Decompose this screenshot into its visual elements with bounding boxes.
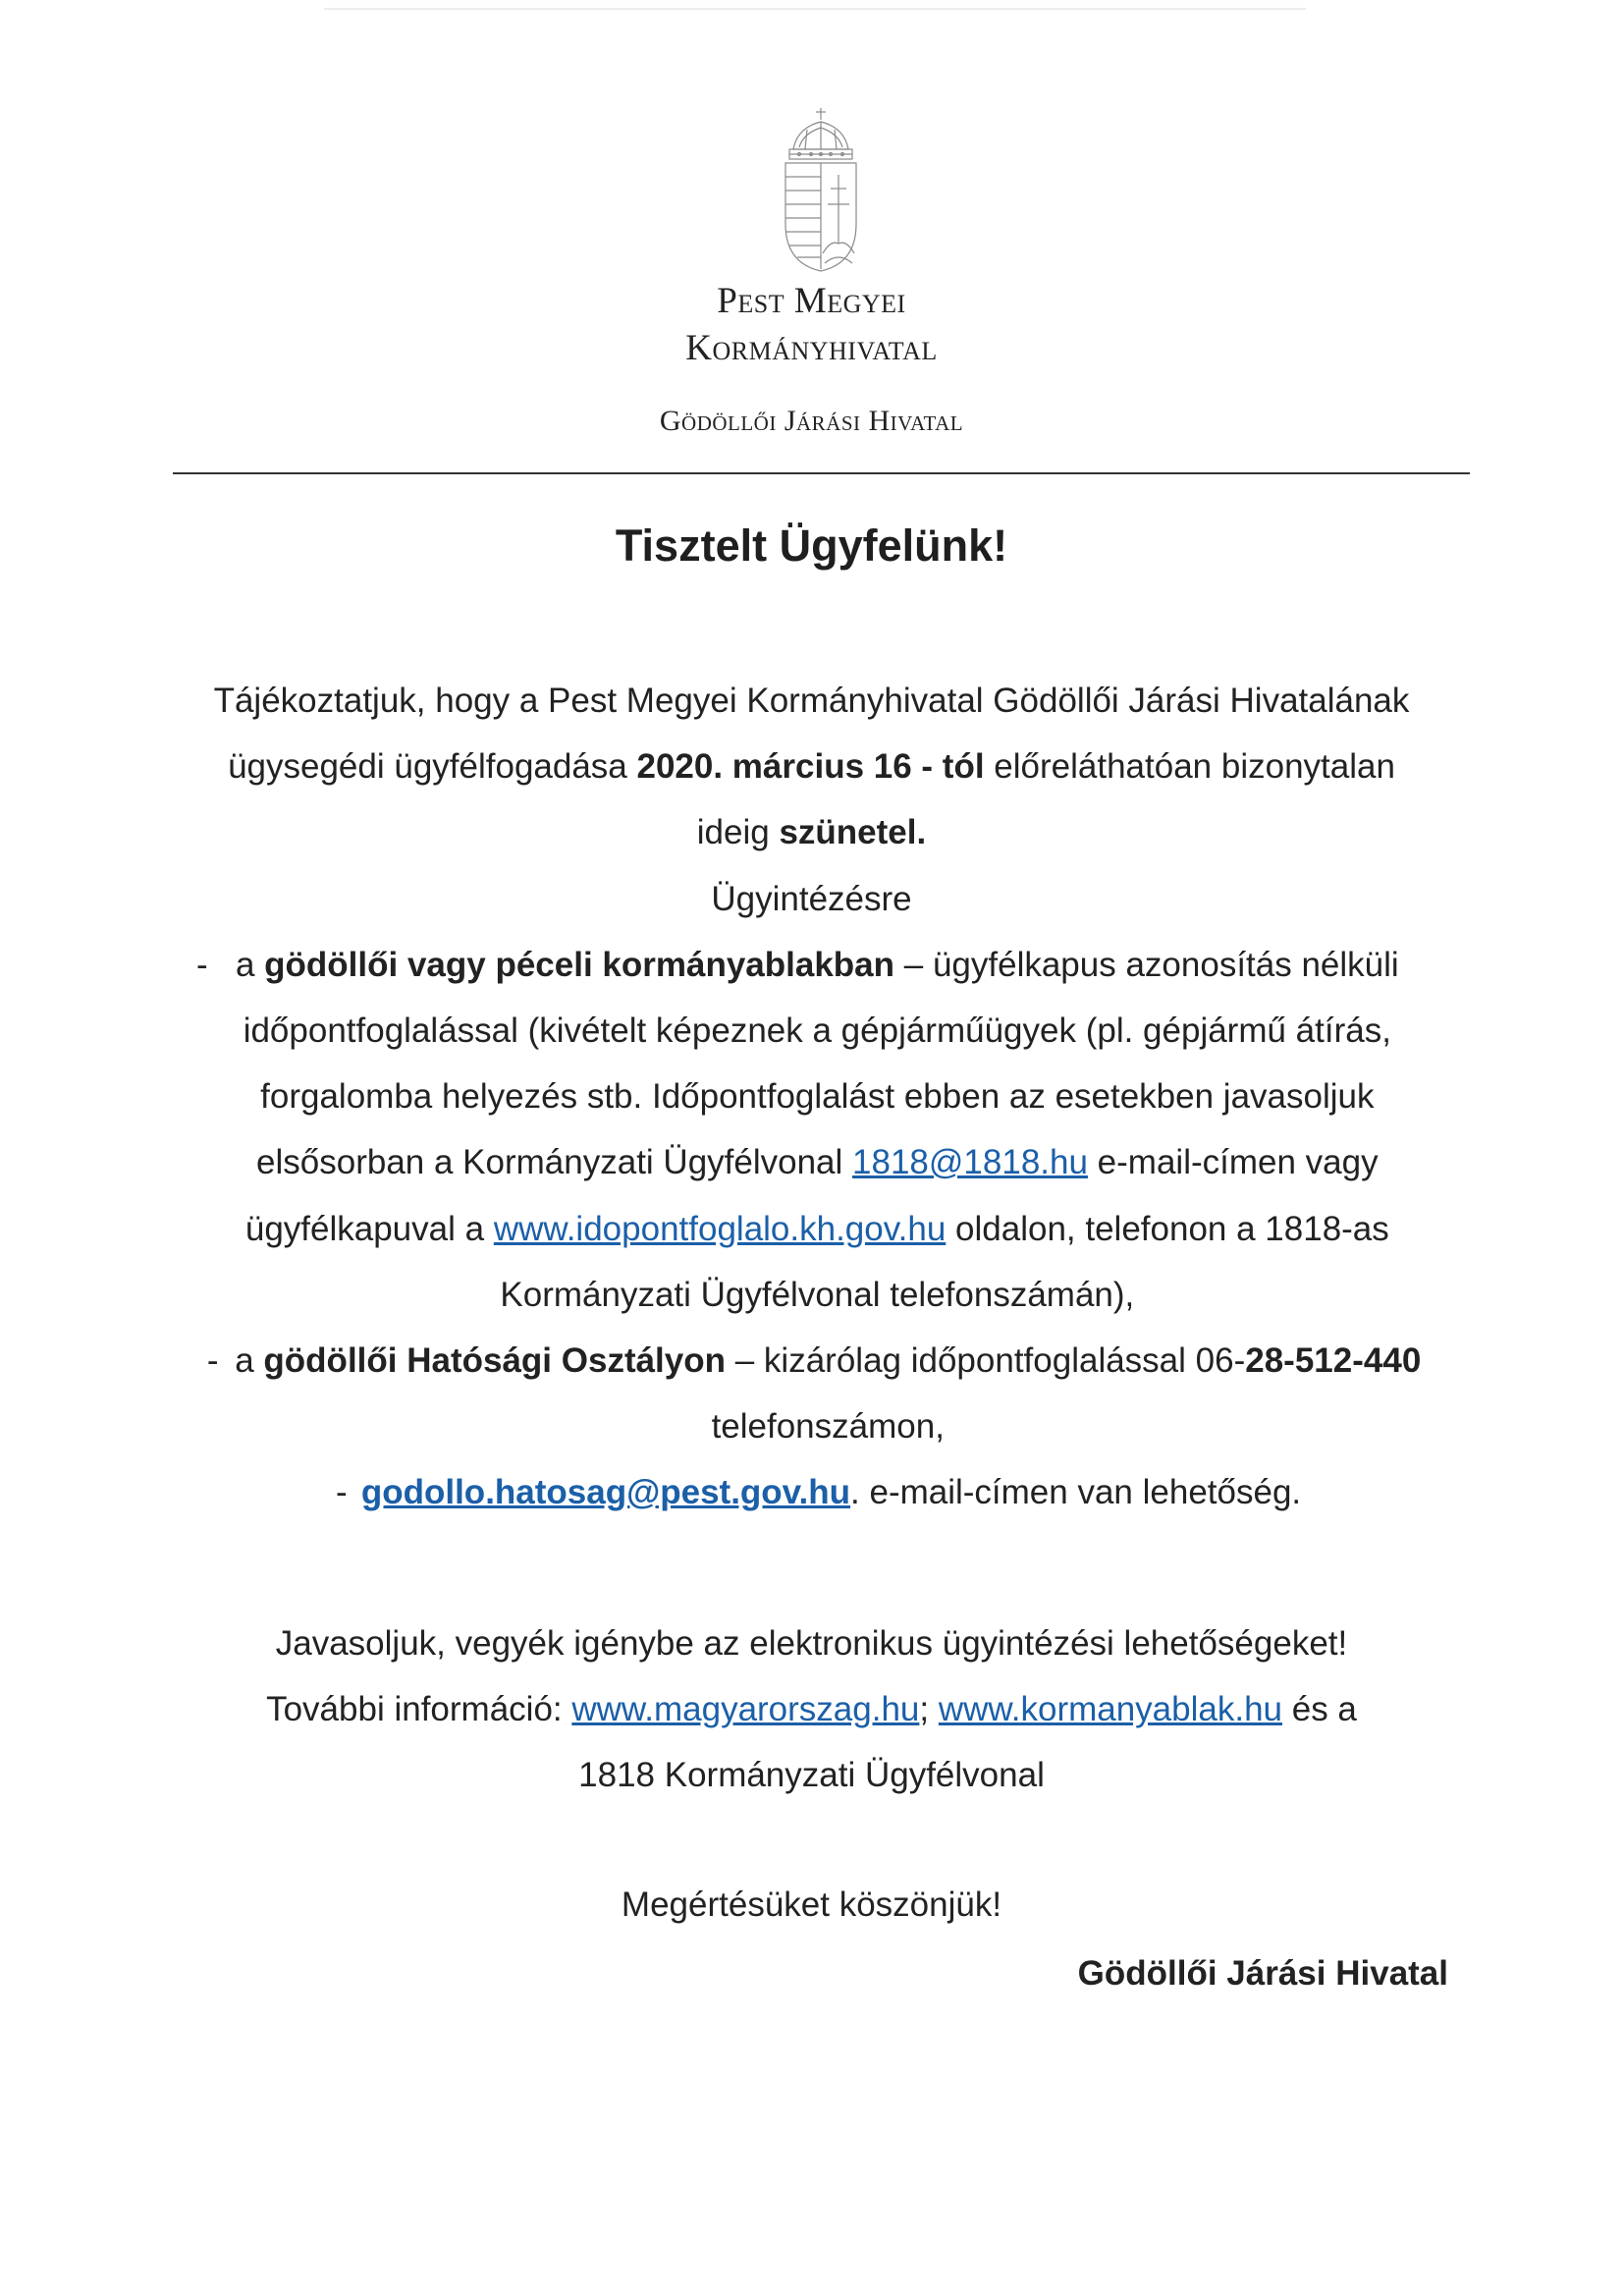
list-item — [196, 1328, 1427, 1459]
item-text: telefonszámon, — [711, 1407, 945, 1447]
list-item-text — [208, 932, 1427, 1328]
info-label: További információ: — [266, 1690, 572, 1729]
list-dash: - — [206, 1341, 219, 1381]
closing-line3: 1818 Kormányzati Ügyfélvonal — [578, 1756, 1045, 1795]
office-name-line2: Kormányhivatal — [685, 328, 938, 368]
list-dash: - — [196, 945, 208, 984]
item-bold: gödöllői vagy péceli kormányablakban — [264, 945, 895, 984]
office-name-line1: Pest Megyei — [717, 281, 906, 321]
item-text: a — [235, 1341, 264, 1381]
email-link-1818[interactable]: 1818@1818.hu — [852, 1143, 1088, 1182]
intro-text-1: Tájékoztatjuk, hogy a Pest Megyei Kormányhivatal Gödöllői Járási Hivatalának ügysegédi ügyfélfogadása — [213, 682, 1410, 787]
item-text: . e-mail-címen van lehetőség. — [850, 1473, 1302, 1512]
list-item-text — [361, 1459, 1301, 1525]
info-text: és a — [1282, 1690, 1357, 1729]
intro-date: 2020. március 16 - tól — [636, 747, 985, 787]
hatosag-email-link[interactable]: godollo.hatosag@pest.gov.hu — [360, 1473, 851, 1512]
idopontfoglalo-link[interactable]: www.idopontfoglalo.kh.gov.hu — [493, 1209, 947, 1248]
page-title: Tisztelt Ügyfelünk! — [615, 520, 1008, 571]
ugyintezesre-label: Ügyintézésre — [711, 879, 912, 918]
list-item-text — [230, 1328, 1427, 1459]
separator: ; — [919, 1690, 939, 1729]
closing-paragraph — [196, 1611, 1427, 1809]
list-item — [196, 1459, 1427, 1525]
item-text: – ügyfélkapus azonosítás nélküli időpontfoglalással (kivételt képeznek a gépjárműügyek (pl. gépjármű átírás, forgalomba helyezés stb. Időpontfoglalást ebben az esetekben javasoljuk elsősorban a Kormányzati Ügyfélvonal — [243, 945, 1399, 1182]
signature: Gödöllői Járási Hivatal — [1077, 1954, 1448, 1993]
coat-of-arms-icon — [780, 106, 862, 273]
intro-status: szünetel. — [779, 813, 927, 852]
office-subname: Gödöllői Járási Hivatal — [659, 405, 964, 437]
item-text: a — [235, 945, 265, 984]
item-text: e-mail-címen vagy ügyfélkapuval a — [244, 1143, 1379, 1248]
notice-body — [196, 668, 1427, 1526]
thanks-text: Megértésüket köszönjük! — [621, 1886, 1002, 1924]
item-bold: gödöllői Hatósági Osztályon — [263, 1341, 727, 1381]
item-text: oldalon, telefonon a 1818-as Kormányzati Ügyfélvonal telefonszámán), — [500, 1209, 1389, 1314]
list-dash: - — [336, 1473, 348, 1512]
closing-line2 — [196, 1676, 1427, 1742]
kormanyablak-link[interactable]: www.kormanyablak.hu — [938, 1690, 1283, 1729]
intro-paragraph — [196, 668, 1427, 866]
list-item — [196, 932, 1427, 1328]
magyarorszag-link[interactable]: www.magyarorszag.hu — [571, 1690, 920, 1729]
item-text: – kizárólag időpontfoglalással 06- — [726, 1341, 1246, 1381]
phone-number: 28-512-440 — [1245, 1341, 1422, 1381]
scan-edge-line — [324, 8, 1306, 10]
header-divider — [173, 472, 1470, 474]
intro-text-2: előreláthatóan bizonytalan ideig — [696, 747, 1395, 852]
closing-line1: Javasoljuk, vegyék igénybe az elektronikus ügyintézési lehetőségeket! — [275, 1624, 1348, 1663]
